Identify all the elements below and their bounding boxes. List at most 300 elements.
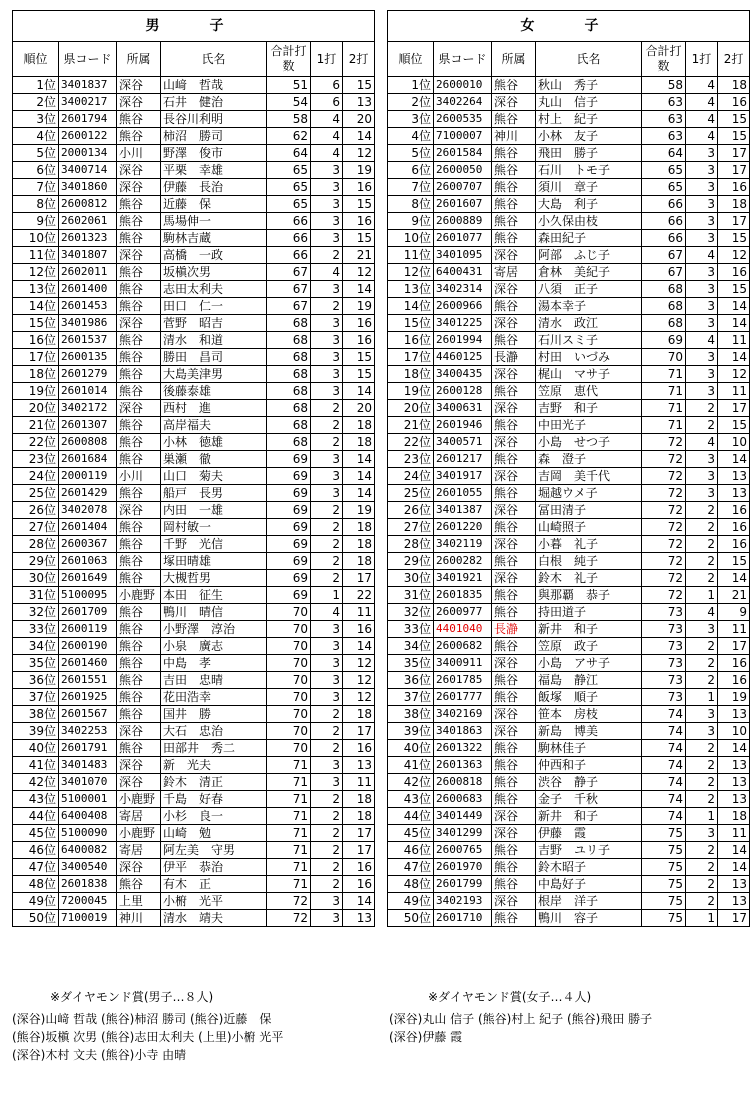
affiliation-cell: 神川 [117, 910, 161, 927]
table-row [388, 162, 750, 179]
total-cell: 72 [642, 536, 686, 553]
first-putt-cell: 3 [686, 349, 718, 366]
total-cell: 68 [267, 417, 311, 434]
second-putt-cell: 21 [343, 247, 375, 264]
affiliation-cell: 深谷 [492, 400, 536, 417]
second-putt-cell: 13 [718, 706, 750, 723]
rank-cell: 40位 [13, 740, 59, 757]
table-row [388, 247, 750, 264]
name-cell: 金子 千秋 [536, 791, 642, 808]
second-putt-cell: 14 [343, 128, 375, 145]
total-cell: 67 [267, 298, 311, 315]
name-cell: 清水 政江 [536, 315, 642, 332]
table-row [13, 332, 375, 349]
table-row [388, 298, 750, 315]
table-row [388, 893, 750, 910]
first-putt-cell: 3 [686, 145, 718, 162]
second-putt-cell: 17 [343, 723, 375, 740]
women-table-title: 女 子 [388, 11, 750, 42]
table-row [388, 842, 750, 859]
total-cell: 69 [267, 536, 311, 553]
first-putt-cell: 3 [686, 213, 718, 230]
affiliation-cell: 深谷 [492, 366, 536, 383]
total-cell: 70 [267, 638, 311, 655]
first-putt-cell: 3 [311, 332, 343, 349]
affiliation-cell: 深谷 [117, 247, 161, 264]
code-cell: 2600190 [59, 638, 117, 655]
total-cell: 71 [642, 383, 686, 400]
code-cell: 5100090 [59, 825, 117, 842]
name-cell: 飛田 勝子 [536, 145, 642, 162]
second-putt-cell: 12 [343, 672, 375, 689]
second-putt-cell: 11 [343, 774, 375, 791]
name-cell: 山口 菊夫 [161, 468, 267, 485]
total-cell: 68 [642, 298, 686, 315]
code-cell: 3401863 [434, 723, 492, 740]
table-row [388, 876, 750, 893]
first-putt-cell: 3 [311, 366, 343, 383]
affiliation-cell: 熊谷 [492, 604, 536, 621]
second-putt-cell: 20 [343, 111, 375, 128]
second-putt-cell: 18 [343, 536, 375, 553]
second-putt-cell: 14 [343, 893, 375, 910]
second-putt-cell: 16 [718, 94, 750, 111]
code-cell: 2600282 [434, 553, 492, 570]
first-putt-cell: 4 [686, 332, 718, 349]
code-cell: 2601400 [59, 281, 117, 298]
affiliation-cell: 神川 [492, 128, 536, 145]
first-putt-cell: 2 [311, 791, 343, 808]
total-cell: 66 [267, 230, 311, 247]
table-row [388, 332, 750, 349]
code-cell: 2601835 [434, 587, 492, 604]
rank-cell: 47位 [388, 859, 434, 876]
affiliation-cell: 熊谷 [117, 264, 161, 281]
first-putt-cell: 3 [686, 825, 718, 842]
affiliation-cell: 熊谷 [492, 757, 536, 774]
code-cell: 2601453 [59, 298, 117, 315]
women-diamond-winners [389, 1010, 749, 1046]
total-cell: 65 [267, 179, 311, 196]
table-row [388, 196, 750, 213]
total-cell: 73 [642, 672, 686, 689]
first-putt-cell: 2 [311, 519, 343, 536]
first-putt-cell: 2 [686, 876, 718, 893]
name-cell: 吉野 ユリ子 [536, 842, 642, 859]
code-cell: 2601684 [59, 451, 117, 468]
second-putt-cell: 14 [718, 451, 750, 468]
total-cell: 69 [267, 553, 311, 570]
code-cell: 4460125 [434, 349, 492, 366]
rank-cell: 28位 [388, 536, 434, 553]
name-cell: 石川スミ子 [536, 332, 642, 349]
table-row [388, 451, 750, 468]
total-cell: 70 [267, 621, 311, 638]
total-cell: 70 [642, 349, 686, 366]
total-cell: 70 [267, 604, 311, 621]
table-row [13, 417, 375, 434]
affiliation-cell: 熊谷 [492, 179, 536, 196]
affiliation-cell: 深谷 [117, 400, 161, 417]
second-putt-cell: 15 [718, 553, 750, 570]
first-putt-cell: 6 [311, 77, 343, 94]
total-cell: 72 [642, 468, 686, 485]
col-total-header: 合計打数 [267, 42, 311, 77]
code-cell: 3400631 [434, 400, 492, 417]
first-putt-cell: 2 [686, 740, 718, 757]
second-putt-cell: 14 [718, 842, 750, 859]
code-cell: 3402314 [434, 281, 492, 298]
second-putt-cell: 14 [343, 638, 375, 655]
total-cell: 66 [642, 230, 686, 247]
second-putt-cell: 16 [718, 536, 750, 553]
affiliation-cell: 熊谷 [117, 383, 161, 400]
name-cell: 石井 健治 [161, 94, 267, 111]
total-cell: 65 [642, 179, 686, 196]
rank-cell: 20位 [13, 400, 59, 417]
second-putt-cell: 14 [718, 298, 750, 315]
name-cell: 森田紀子 [536, 230, 642, 247]
affiliation-cell: 長瀞 [492, 349, 536, 366]
rank-cell: 49位 [388, 893, 434, 910]
rank-cell: 39位 [13, 723, 59, 740]
total-cell: 74 [642, 706, 686, 723]
affiliation-cell: 熊谷 [492, 587, 536, 604]
affiliation-cell: 熊谷 [492, 638, 536, 655]
code-cell: 2601307 [59, 417, 117, 434]
code-cell: 2601607 [434, 196, 492, 213]
second-putt-cell: 18 [343, 553, 375, 570]
code-cell: 3400571 [434, 434, 492, 451]
rank-cell: 9位 [13, 213, 59, 230]
first-putt-cell: 4 [686, 94, 718, 111]
name-cell: 渋谷 静子 [536, 774, 642, 791]
second-putt-cell: 14 [718, 740, 750, 757]
affiliation-cell: 熊谷 [492, 213, 536, 230]
first-putt-cell: 3 [686, 383, 718, 400]
table-row [388, 655, 750, 672]
total-cell: 67 [267, 264, 311, 281]
total-cell: 72 [642, 553, 686, 570]
second-putt-cell: 18 [718, 196, 750, 213]
affiliation-cell: 熊谷 [492, 298, 536, 315]
first-putt-cell: 1 [686, 689, 718, 706]
name-cell: 近藤 保 [161, 196, 267, 213]
first-putt-cell: 4 [311, 128, 343, 145]
second-putt-cell: 14 [718, 859, 750, 876]
affiliation-cell: 熊谷 [117, 672, 161, 689]
table-row [388, 111, 750, 128]
code-cell: 2602011 [59, 264, 117, 281]
table-row [388, 689, 750, 706]
second-putt-cell: 13 [343, 910, 375, 927]
total-cell: 71 [267, 791, 311, 808]
name-cell: 飯塚 順子 [536, 689, 642, 706]
rank-cell: 2位 [388, 94, 434, 111]
first-putt-cell: 3 [686, 723, 718, 740]
table-row [13, 366, 375, 383]
table-row [388, 230, 750, 247]
first-putt-cell: 3 [686, 230, 718, 247]
total-cell: 64 [642, 145, 686, 162]
rank-cell: 14位 [388, 298, 434, 315]
total-cell: 72 [642, 485, 686, 502]
first-putt-cell: 2 [686, 400, 718, 417]
name-cell: 小野澤 淳治 [161, 621, 267, 638]
first-putt-cell: 1 [311, 587, 343, 604]
rank-cell: 18位 [13, 366, 59, 383]
total-cell: 69 [267, 485, 311, 502]
total-cell: 51 [267, 77, 311, 94]
affiliation-cell: 深谷 [117, 757, 161, 774]
total-cell: 70 [267, 706, 311, 723]
rank-cell: 27位 [388, 519, 434, 536]
total-cell: 58 [267, 111, 311, 128]
affiliation-cell: 熊谷 [117, 281, 161, 298]
rank-cell: 26位 [388, 502, 434, 519]
second-putt-cell: 18 [343, 808, 375, 825]
first-putt-cell: 2 [311, 434, 343, 451]
second-putt-cell: 17 [718, 638, 750, 655]
second-putt-cell: 10 [718, 434, 750, 451]
code-cell: 3400435 [434, 366, 492, 383]
name-cell: 鈴木 礼子 [536, 570, 642, 587]
first-putt-cell: 3 [311, 638, 343, 655]
name-cell: 中田光子 [536, 417, 642, 434]
affiliation-cell: 深谷 [492, 94, 536, 111]
first-putt-cell: 4 [311, 145, 343, 162]
code-cell: 3401483 [59, 757, 117, 774]
total-cell: 69 [267, 519, 311, 536]
affiliation-cell: 深谷 [492, 808, 536, 825]
col-second-putt-header: 2打 [343, 42, 375, 77]
name-cell: 千野 光信 [161, 536, 267, 553]
men-diamond-line: (深谷)木村 文夫 (熊谷)小寺 由晴 [12, 1048, 187, 1062]
first-putt-cell: 3 [686, 485, 718, 502]
total-cell: 75 [642, 842, 686, 859]
code-cell: 2600683 [434, 791, 492, 808]
name-cell: 菅野 昭吉 [161, 315, 267, 332]
second-putt-cell: 15 [718, 230, 750, 247]
name-cell: 小杉 良一 [161, 808, 267, 825]
men-table-body [13, 77, 375, 927]
affiliation-cell: 深谷 [492, 468, 536, 485]
total-cell: 75 [642, 876, 686, 893]
affiliation-cell: 深谷 [492, 247, 536, 264]
affiliation-cell: 熊谷 [117, 485, 161, 502]
second-putt-cell: 16 [343, 315, 375, 332]
women-diamond-line: (深谷)伊藤 霞 [389, 1030, 463, 1044]
table-row [13, 179, 375, 196]
affiliation-cell: 深谷 [117, 502, 161, 519]
rank-cell: 12位 [388, 264, 434, 281]
rank-cell: 16位 [388, 332, 434, 349]
table-row [388, 417, 750, 434]
total-cell: 62 [267, 128, 311, 145]
rank-cell: 39位 [388, 723, 434, 740]
table-row [13, 655, 375, 672]
first-putt-cell: 4 [686, 434, 718, 451]
total-cell: 58 [642, 77, 686, 94]
affiliation-cell: 寄居 [117, 842, 161, 859]
name-cell: 須川 章子 [536, 179, 642, 196]
first-putt-cell: 2 [311, 247, 343, 264]
affiliation-cell: 熊谷 [117, 417, 161, 434]
rank-cell: 32位 [13, 604, 59, 621]
affiliation-cell: 熊谷 [117, 706, 161, 723]
rank-cell: 29位 [13, 553, 59, 570]
affiliation-cell: 寄居 [492, 264, 536, 281]
name-cell: 持田道子 [536, 604, 642, 621]
first-putt-cell: 2 [686, 757, 718, 774]
table-row [388, 587, 750, 604]
first-putt-cell: 3 [311, 451, 343, 468]
first-putt-cell: 3 [686, 298, 718, 315]
rank-cell: 13位 [13, 281, 59, 298]
second-putt-cell: 13 [343, 94, 375, 111]
name-cell: 新島 博美 [536, 723, 642, 740]
affiliation-cell: 熊谷 [117, 621, 161, 638]
rank-cell: 35位 [13, 655, 59, 672]
affiliation-cell: 小鹿野 [117, 587, 161, 604]
total-cell: 65 [267, 196, 311, 213]
rank-cell: 36位 [388, 672, 434, 689]
rank-cell: 48位 [13, 876, 59, 893]
affiliation-cell: 深谷 [492, 434, 536, 451]
code-cell: 2601970 [434, 859, 492, 876]
table-row [13, 740, 375, 757]
total-cell: 71 [267, 757, 311, 774]
name-cell: 花田浩幸 [161, 689, 267, 706]
code-cell: 5100095 [59, 587, 117, 604]
rank-cell: 38位 [388, 706, 434, 723]
affiliation-cell: 熊谷 [117, 536, 161, 553]
code-cell: 2600128 [434, 383, 492, 400]
first-putt-cell: 3 [311, 655, 343, 672]
rank-cell: 17位 [13, 349, 59, 366]
total-cell: 74 [642, 791, 686, 808]
table-row [388, 366, 750, 383]
code-cell: 2601994 [434, 332, 492, 349]
code-cell: 3402078 [59, 502, 117, 519]
second-putt-cell: 12 [718, 247, 750, 264]
first-putt-cell: 2 [311, 859, 343, 876]
code-cell: 3401095 [434, 247, 492, 264]
total-cell: 74 [642, 723, 686, 740]
name-cell: 冨田清子 [536, 502, 642, 519]
table-row [388, 349, 750, 366]
men-diamond-winners [12, 1010, 377, 1064]
name-cell: 船戸 長男 [161, 485, 267, 502]
first-putt-cell: 3 [311, 774, 343, 791]
code-cell: 3401299 [434, 825, 492, 842]
affiliation-cell: 熊谷 [492, 689, 536, 706]
name-cell: 新井 和子 [536, 808, 642, 825]
name-cell: 馬場伸一 [161, 213, 267, 230]
total-cell: 75 [642, 859, 686, 876]
name-cell: 千島 好春 [161, 791, 267, 808]
first-putt-cell: 2 [686, 519, 718, 536]
code-cell: 3400714 [59, 162, 117, 179]
name-cell: 梶山 マサ子 [536, 366, 642, 383]
men-ranking-table [12, 10, 375, 927]
total-cell: 66 [642, 213, 686, 230]
men-diamond-line: (深谷)山﨑 哲哉 (熊谷)柿沼 勝司 (熊谷)近藤 保 [12, 1012, 272, 1026]
rank-cell: 40位 [388, 740, 434, 757]
name-cell: 新井 和子 [536, 621, 642, 638]
table-row [388, 604, 750, 621]
second-putt-cell: 10 [718, 723, 750, 740]
name-cell: 中島好子 [536, 876, 642, 893]
code-cell: 3402172 [59, 400, 117, 417]
affiliation-cell: 熊谷 [117, 128, 161, 145]
total-cell: 71 [642, 417, 686, 434]
table-row [13, 825, 375, 842]
col-first-putt-header: 1打 [311, 42, 343, 77]
code-cell: 2600808 [59, 434, 117, 451]
first-putt-cell: 2 [311, 570, 343, 587]
second-putt-cell: 16 [343, 859, 375, 876]
affiliation-cell: 小鹿野 [117, 791, 161, 808]
name-cell: 山崎照子 [536, 519, 642, 536]
first-putt-cell: 3 [311, 196, 343, 213]
total-cell: 71 [267, 774, 311, 791]
affiliation-cell: 深谷 [117, 94, 161, 111]
affiliation-cell: 熊谷 [492, 553, 536, 570]
table-row [388, 519, 750, 536]
affiliation-cell: 熊谷 [492, 842, 536, 859]
affiliation-cell: 熊谷 [492, 162, 536, 179]
code-cell: 2600135 [59, 349, 117, 366]
affiliation-cell: 熊谷 [492, 383, 536, 400]
second-putt-cell: 16 [718, 502, 750, 519]
total-cell: 69 [267, 451, 311, 468]
table-row [388, 621, 750, 638]
table-row [388, 757, 750, 774]
name-cell: 小泉 廣志 [161, 638, 267, 655]
second-putt-cell: 12 [718, 366, 750, 383]
table-row [388, 706, 750, 723]
affiliation-cell: 深谷 [117, 859, 161, 876]
rank-cell: 6位 [13, 162, 59, 179]
code-cell: 3400911 [434, 655, 492, 672]
table-row [13, 587, 375, 604]
total-cell: 66 [267, 213, 311, 230]
code-cell: 2601363 [434, 757, 492, 774]
second-putt-cell: 16 [718, 672, 750, 689]
affiliation-cell: 深谷 [492, 536, 536, 553]
second-putt-cell: 16 [718, 655, 750, 672]
second-putt-cell: 22 [343, 587, 375, 604]
affiliation-cell: 寄居 [117, 808, 161, 825]
affiliation-cell: 深谷 [117, 315, 161, 332]
total-cell: 65 [642, 162, 686, 179]
affiliation-cell: 深谷 [492, 706, 536, 723]
second-putt-cell: 11 [718, 621, 750, 638]
name-cell: 吉野 和子 [536, 400, 642, 417]
name-cell: 大島 利子 [536, 196, 642, 213]
first-putt-cell: 2 [311, 298, 343, 315]
affiliation-cell: 熊谷 [492, 332, 536, 349]
rank-cell: 5位 [388, 145, 434, 162]
first-putt-cell: 3 [311, 672, 343, 689]
rank-cell: 19位 [388, 383, 434, 400]
col-rank-header: 順位 [388, 42, 434, 77]
second-putt-cell: 15 [718, 111, 750, 128]
affiliation-cell: 熊谷 [492, 774, 536, 791]
table-row [13, 400, 375, 417]
code-cell: 2601946 [434, 417, 492, 434]
